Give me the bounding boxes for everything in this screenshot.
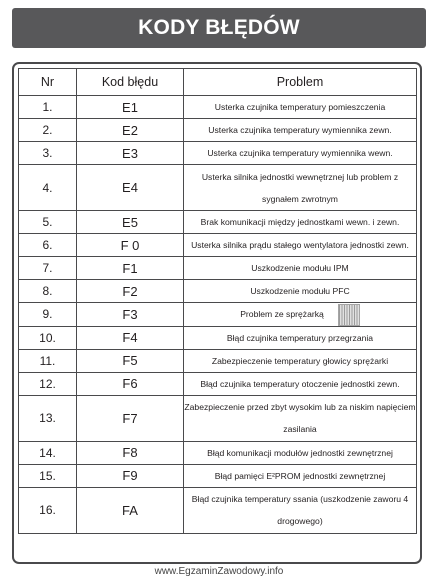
row-code: F1 [77, 257, 184, 280]
table-row [19, 326, 417, 349]
row-problem: Problem ze sprężarką [240, 309, 324, 319]
table-row [19, 257, 417, 280]
row-code: F2 [77, 280, 184, 303]
row-problem: Brak komunikacji między jednostkami wewn. i zewn. [184, 211, 417, 234]
row-nr: 9. [19, 303, 77, 327]
row-code: F8 [77, 441, 184, 464]
table-row [19, 303, 417, 327]
watermark: www.EgzaminZawodowy.info [154, 566, 284, 577]
row-problem: Zabezpieczenie przed zbyt wysokim lub za niskim napięciem zasilania [184, 395, 417, 441]
row-problem: Usterka czujnika temperatury pomieszczenia [184, 96, 417, 119]
row-nr: 6. [19, 234, 77, 257]
error-codes-table [18, 68, 417, 534]
row-problem: Uszkodzenie modułu IPM [184, 257, 417, 280]
row-code: F 0 [77, 234, 184, 257]
row-problem: Błąd komunikacji modułów jednostki zewnętrznej [184, 441, 417, 464]
row-code: E5 [77, 211, 184, 234]
table-row [19, 349, 417, 372]
row-nr: 1. [19, 96, 77, 119]
row-code: F3 [77, 303, 184, 327]
row-nr: 10. [19, 326, 77, 349]
row-nr: 11. [19, 349, 77, 372]
table-row [19, 234, 417, 257]
header-nr: Nr [19, 69, 77, 96]
row-nr: 4. [19, 165, 77, 211]
table-row [19, 280, 417, 303]
table-row [19, 96, 417, 119]
row-nr: 14. [19, 441, 77, 464]
table-row [19, 372, 417, 395]
row-nr: 13. [19, 395, 77, 441]
row-code: FA [77, 487, 184, 533]
error-codes-frame [12, 62, 422, 564]
row-problem: Usterka czujnika temperatury wymiennika wewn. [184, 142, 417, 165]
page-title: KODY BŁĘDÓW [138, 16, 300, 39]
row-problem: Błąd czujnika temperatury przegrzania [184, 326, 417, 349]
row-problem: Błąd pamięci E²PROM jednostki zewnętrznej [184, 464, 417, 487]
row-problem: Błąd czujnika temperatury otoczenie jednostki zewn. [184, 372, 417, 395]
row-problem: Usterka silnika jednostki wewnętrznej lub problem z sygnałem zwrotnym [184, 165, 417, 211]
table-row [19, 119, 417, 142]
row-code: E1 [77, 96, 184, 119]
row-code: F4 [77, 326, 184, 349]
header-problem: Problem [184, 69, 417, 96]
row-nr: 16. [19, 487, 77, 533]
row-problem-cell [184, 303, 417, 327]
row-problem: Usterka czujnika temperatury wymiennika zewn. [184, 119, 417, 142]
row-code: F7 [77, 395, 184, 441]
row-problem: Zabezpieczenie temperatury głowicy sprężarki [184, 349, 417, 372]
title-banner [12, 8, 426, 48]
row-code: E2 [77, 119, 184, 142]
row-code: F6 [77, 372, 184, 395]
row-nr: 8. [19, 280, 77, 303]
header-code: Kod błędu [77, 69, 184, 96]
row-nr: 15. [19, 464, 77, 487]
table-row [19, 464, 417, 487]
row-nr: 12. [19, 372, 77, 395]
row-nr: 5. [19, 211, 77, 234]
row-code: E3 [77, 142, 184, 165]
row-problem: Uszkodzenie modułu PFC [184, 280, 417, 303]
table-row [19, 211, 417, 234]
row-nr: 3. [19, 142, 77, 165]
table-row [19, 395, 417, 441]
row-nr: 2. [19, 119, 77, 142]
row-nr: 7. [19, 257, 77, 280]
table-row [19, 487, 417, 533]
header-row [19, 69, 417, 96]
row-code: F5 [77, 349, 184, 372]
row-problem: Usterka silnika prądu stałego wentylatora jednostki zewn. [184, 234, 417, 257]
table-row [19, 165, 417, 211]
row-problem: Błąd czujnika temperatury ssania (uszkodzenie zaworu 4 drogowego) [184, 487, 417, 533]
table-row [19, 142, 417, 165]
row-code: F9 [77, 464, 184, 487]
table-row [19, 441, 417, 464]
qr-code-icon [338, 304, 360, 326]
row-code: E4 [77, 165, 184, 211]
